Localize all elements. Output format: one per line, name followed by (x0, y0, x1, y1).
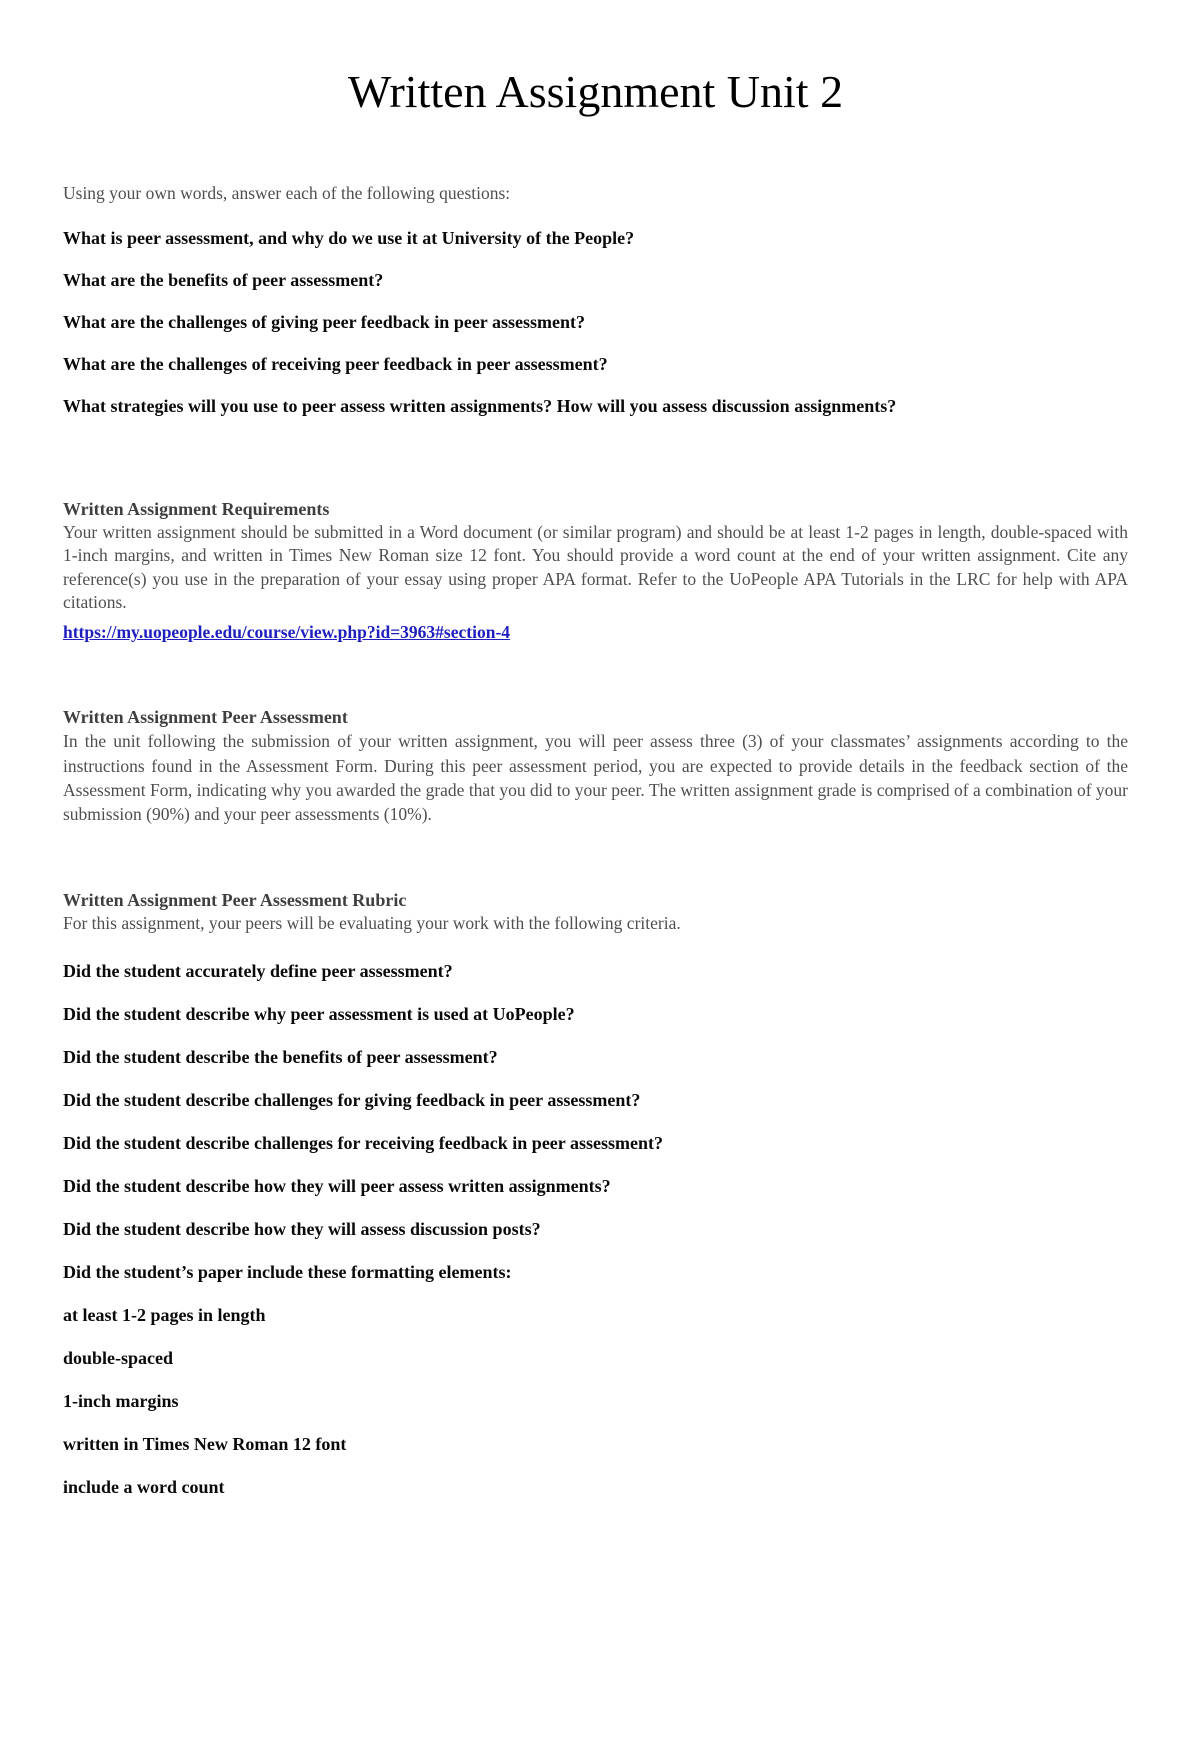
requirements-heading: Written Assignment Requirements (63, 499, 330, 519)
assignment-question: What is peer assessment, and why do we use it at University of the People? (63, 228, 635, 248)
formatting-element: include a word count (63, 1476, 225, 1497)
formatting-element: written in Times New Roman 12 font (63, 1433, 347, 1454)
formatting-element: at least 1-2 pages in length (63, 1304, 266, 1325)
rubric-criterion: Did the student describe challenges for giving feedback in peer assessment? (63, 1089, 641, 1110)
course-link[interactable]: https://my.uopeople.edu/course/view.php?id=3963#section-4 (63, 622, 511, 643)
requirements-link-line (63, 621, 1128, 644)
intro-line: Using your own words, answer each of the following questions: (63, 183, 511, 203)
rubric-criterion: Did the student describe why peer assessment is used at UoPeople? (63, 1003, 575, 1024)
rubric-criterion: Did the student’s paper include these formatting elements: (63, 1261, 512, 1282)
requirements-body: Your written assignment should be submitted in a Word document (or similar program) and should be at least 1-2 pages in length, double-spaced with 1-inch margins, and written in Times New Roman size 12 font. You should provide a word count at the end of your written assignment. Cite any reference(s) you use in the preparation of your essay using proper APA format. Refer to the UoPeople APA Tutorials in the LRC for help with APA citations. (63, 522, 1128, 612)
document-page (0, 66, 1191, 1499)
rubric-criterion: Did the student describe how they will peer assess written assignments? (63, 1175, 611, 1196)
rubric-criterion: Did the student accurately define peer assessment? (63, 960, 453, 981)
rubric-criteria-list (63, 960, 1128, 1284)
rubric-criterion: Did the student describe how they will assess discussion posts? (63, 1218, 541, 1239)
assignment-question: What strategies will you use to peer assess written assignments? How will you assess discussion assignments? (63, 396, 897, 416)
rubric-heading: Written Assignment Peer Assessment Rubric (63, 889, 407, 910)
section-requirements (63, 498, 1128, 644)
assignment-question: What are the challenges of giving peer feedback in peer assessment? (63, 312, 585, 332)
formatting-element: double-spaced (63, 1347, 174, 1368)
rubric-intro: For this assignment, your peers will be evaluating your work with the following criteria. (63, 912, 681, 933)
rubric-criterion: Did the student describe challenges for receiving feedback in peer assessment? (63, 1132, 663, 1153)
section-peer-assessment (63, 706, 1128, 827)
page-title: Written Assignment Unit 2 (347, 66, 844, 117)
assignment-question: What are the benefits of peer assessment? (63, 270, 384, 290)
peer-assessment-body: In the unit following the submission of your written assignment, you will peer assess three (3) of your classmates’ assignments according to the instructions found in the Assessment Form. During this peer assessment period, you are expected to provide details in the feedback section of the Assessment Form, indicating why you awarded the grade that you did to your peer. The written assignment grade is comprised of a combination of your submission (90%) and your peer assessments (10%). (63, 731, 1128, 825)
peer-assessment-heading: Written Assignment Peer Assessment (63, 707, 348, 728)
formatting-element: 1-inch margins (63, 1390, 179, 1411)
assignment-question: What are the challenges of receiving peer feedback in peer assessment? (63, 354, 608, 374)
rubric-criterion: Did the student describe the benefits of peer assessment? (63, 1046, 498, 1067)
section-rubric (63, 889, 1128, 1499)
formatting-elements-list (63, 1304, 1128, 1499)
questions-list (63, 227, 1128, 418)
